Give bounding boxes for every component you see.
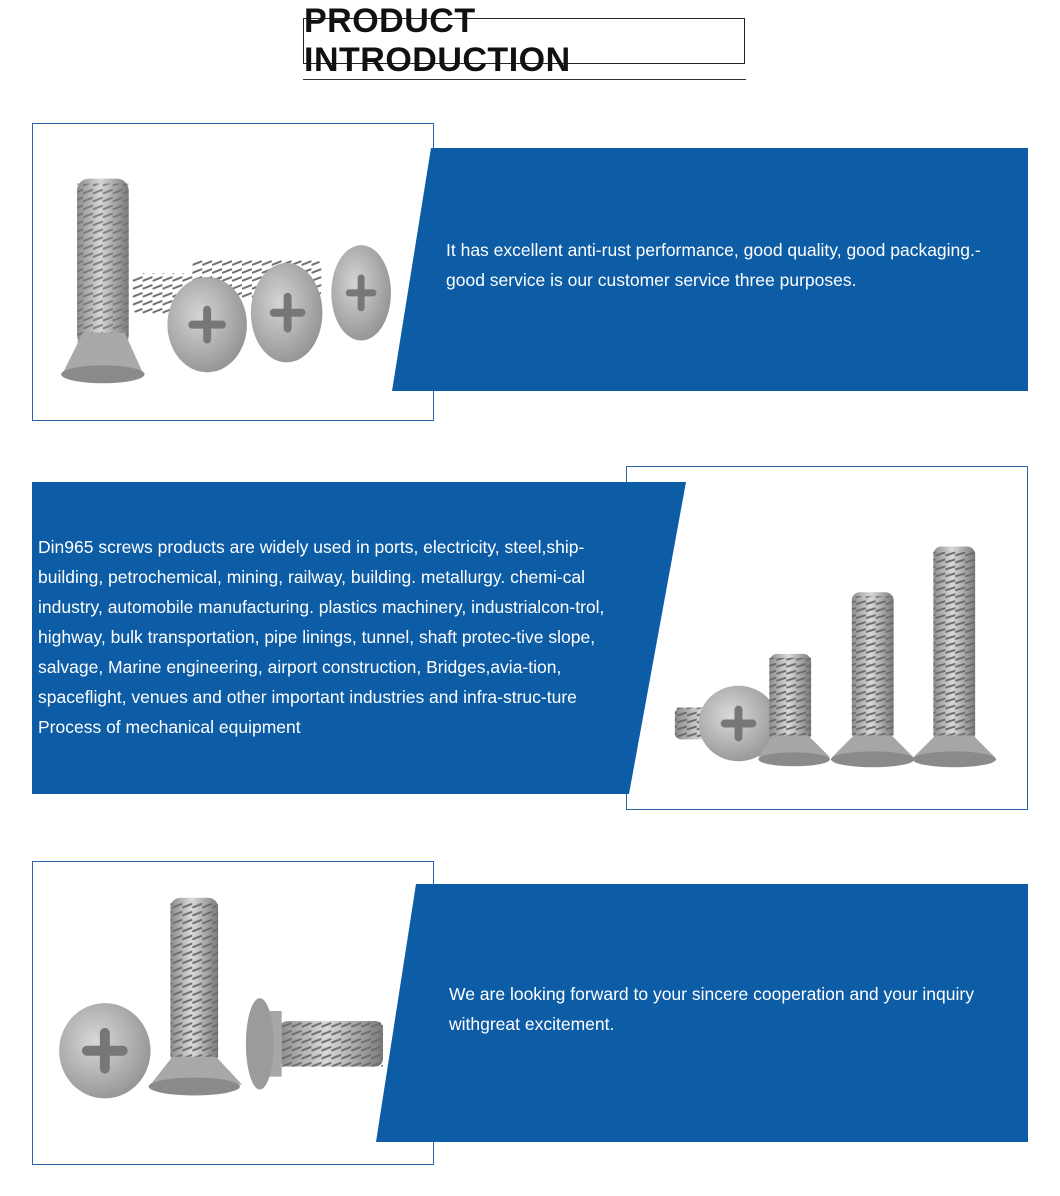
banner-2-text: Din965 screws products are widely used in ports, electricity, steel,ship-building, petrochemical, mining, railway, building. metallurgy. chemi-cal industry, automobile manufacturing. plastics machinery, industrialcon-trol, highway, bulk transportation, pipe linings, tunnel, shaft protec-tive slope, salvage, Marine engineering, airport construction, Bridges,avia-tion, spaceflight, venues and other important industries and infra-struc-ture Process of mechanical equipment [38, 537, 605, 737]
banner-1-text: It has excellent anti-rust performance, good quality, good packaging.-good service is our customer service three purposes. [446, 240, 981, 290]
countersunk-phillips-screws-group-image [33, 124, 433, 420]
product-photo-1 [32, 123, 434, 421]
banner-3-text: We are looking forward to your sincere cooperation and your inquiry withgreat excitement. [449, 984, 974, 1034]
product-photo-2 [626, 466, 1028, 810]
product-photo-3 [32, 861, 434, 1165]
page-title-box [303, 2, 745, 79]
countersunk-screws-trio-image [33, 862, 433, 1164]
countersunk-screws-length-range-image [627, 467, 1027, 809]
title-underline [303, 79, 746, 80]
page-title: PRODUCT INTRODUCTION [304, 2, 571, 79]
